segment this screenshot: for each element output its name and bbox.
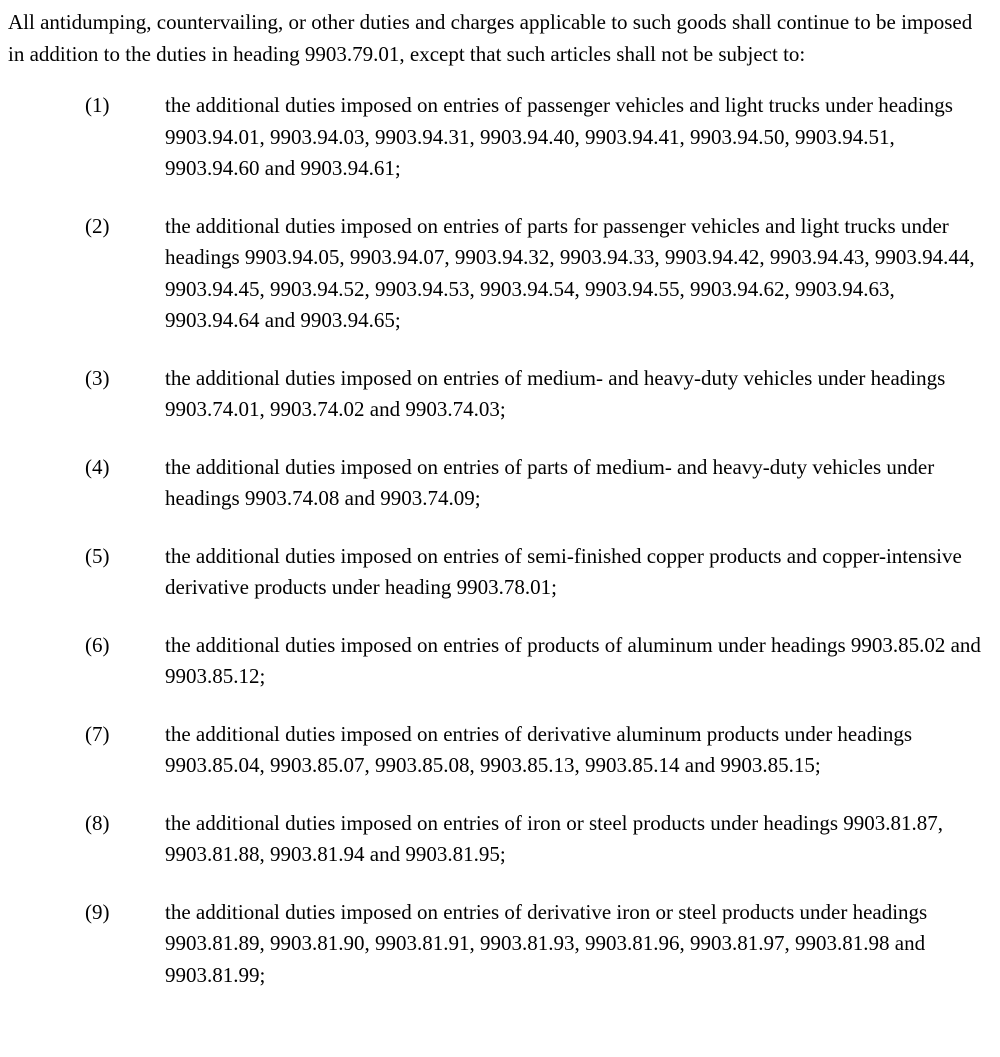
list-item [85, 808, 990, 871]
intro-paragraph: All antidumping, countervailing, or other duties and charges applicable to such goods shall continue to be imposed in addition to the duties in heading 9903.79.01, except that such articles shall not be subject to: [8, 10, 973, 66]
item-number: (6) [85, 632, 110, 657]
list-item [85, 211, 990, 337]
item-number: (9) [85, 899, 110, 924]
list-item [85, 541, 990, 604]
item-text: the additional duties imposed on entries of parts for passenger vehicles and light trucks under headings 9903.94.05, 9903.94.07, 9903.94.32, 9903.94.33, 9903.94.42, 9903.94.43, 9903.94.44, 9903.94.45, 9903.94.52, 9903.94.53, 9903.94.54, 9903.94.55, 9903.94.62, 9903.94.63, 9903.94.64 and 9903.94.65; [165, 213, 975, 332]
item-text: the additional duties imposed on entries of semi-finished copper products and copper-intensive derivative products under heading 9903.78.01; [165, 543, 962, 599]
item-number: (1) [85, 93, 110, 117]
item-number: (4) [85, 454, 110, 479]
list-item [85, 452, 990, 515]
item-text: the additional duties imposed on entries of parts of medium- and heavy-duty vehicles under headings 9903.74.08 and 9903.74.09; [165, 454, 935, 510]
numbered-list [8, 90, 990, 991]
item-text: the additional duties imposed on entries of passenger vehicles and light trucks under headings 9903.94.01, 9903.94.03, 9903.94.31, 9903.94.40, 9903.94.41, 9903.94.50, 9903.94.51, 9903.94.60 and 9903.94.61; [165, 93, 953, 180]
item-text: the additional duties imposed on entries of derivative aluminum products under headings 9903.85.04, 9903.85.07, 9903.85.08, 9903.85.13, 9903.85.14 and 9903.85.15; [165, 721, 913, 777]
item-text: the additional duties imposed on entries of medium- and heavy-duty vehicles under headings 9903.74.01, 9903.74.02 and 9903.74.03; [165, 365, 946, 421]
item-number: (7) [85, 721, 110, 746]
list-item [85, 363, 990, 426]
item-text: the additional duties imposed on entries of iron or steel products under headings 9903.81.87, 9903.81.88, 9903.81.94 and 9903.81.95; [165, 810, 944, 866]
item-number: (2) [85, 213, 110, 238]
item-number: (5) [85, 543, 110, 568]
item-number: (3) [85, 365, 110, 390]
item-text: the additional duties imposed on entries of derivative iron or steel products under headings 9903.81.89, 9903.81.90, 9903.81.91, 9903.81.93, 9903.81.96, 9903.81.97, 9903.81.98 and 9903.81.99; [165, 899, 928, 987]
list-item [85, 897, 990, 992]
item-text: the additional duties imposed on entries of products of aluminum under headings 9903.85.02 and 9903.85.12; [165, 632, 981, 688]
list-item [85, 630, 990, 693]
list-item [85, 90, 990, 185]
item-number: (8) [85, 810, 110, 835]
list-item [85, 719, 990, 782]
